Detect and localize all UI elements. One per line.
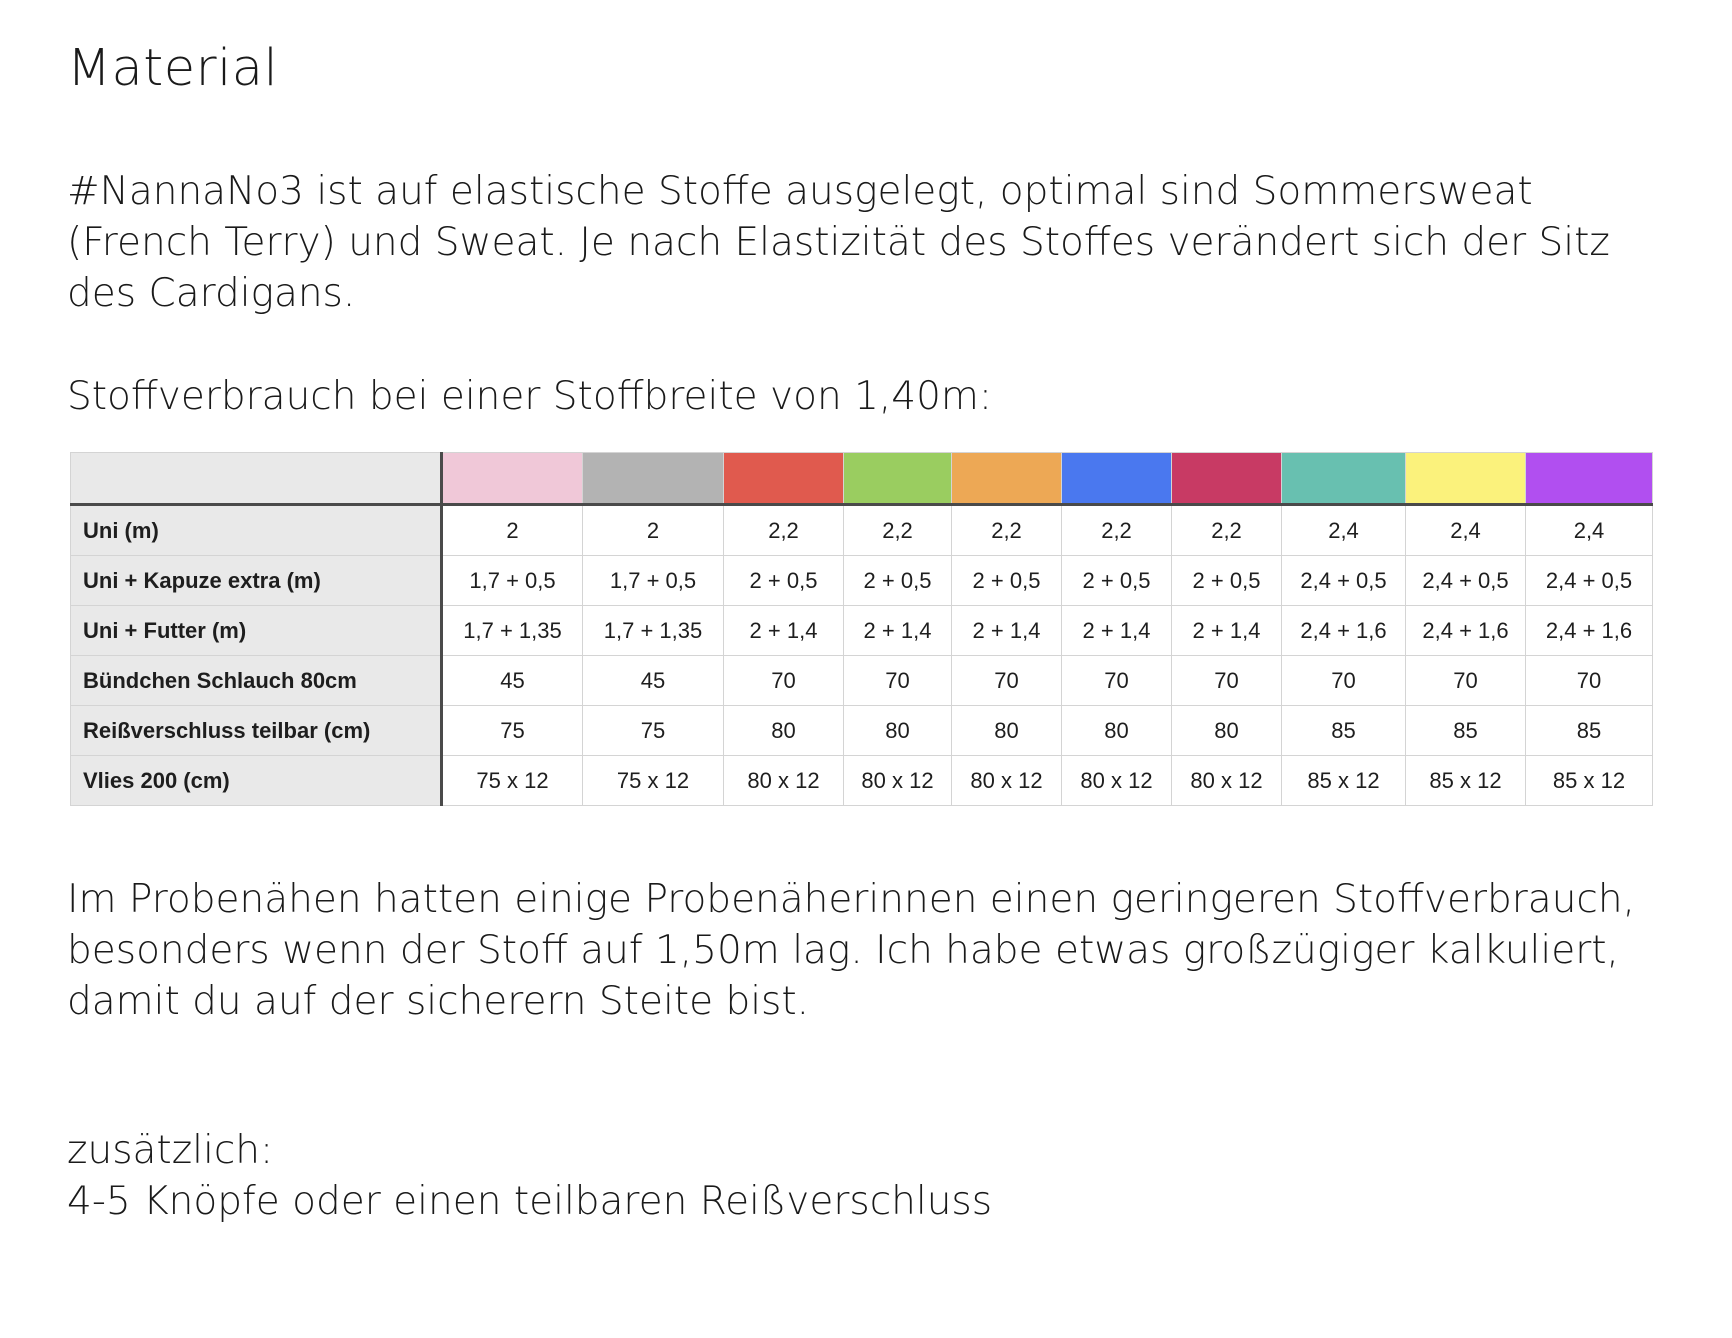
- intro-line-3: des Cardigans.: [67, 271, 356, 316]
- size-color-swatch: [1172, 453, 1282, 505]
- table-cell: 2,4 + 0,5: [1282, 556, 1406, 606]
- table-cell: 80 x 12: [1062, 756, 1172, 806]
- table-cell: 45: [583, 656, 724, 706]
- table-cell: 1,7 + 1,35: [583, 606, 724, 656]
- table-cell: 70: [724, 656, 844, 706]
- table-cell: 75: [442, 706, 583, 756]
- table-cell: 2 + 1,4: [1172, 606, 1282, 656]
- intro-line-1: #NannaNo3 ist auf elastische Stoffe ausgelegt, optimal sind Sommersweat: [67, 169, 1533, 214]
- tester-note-paragraph: [67, 874, 1687, 1027]
- table-cell: 80 x 12: [724, 756, 844, 806]
- table-cell: 2,4 + 0,5: [1526, 556, 1653, 606]
- table-cell: 2 + 0,5: [1172, 556, 1282, 606]
- table-cell: 80: [724, 706, 844, 756]
- table-cell: 85 x 12: [1406, 756, 1526, 806]
- size-color-swatch: [442, 453, 583, 505]
- table-cell: 2 + 0,5: [724, 556, 844, 606]
- row-label: Vlies 200 (cm): [71, 756, 442, 806]
- table-cell: 2,2: [844, 505, 952, 556]
- table-cell: 2,4 + 1,6: [1282, 606, 1406, 656]
- table-cell: 70: [1172, 656, 1282, 706]
- table-cell: 2 + 1,4: [844, 606, 952, 656]
- table-cell: 85 x 12: [1282, 756, 1406, 806]
- size-color-swatch: [1526, 453, 1653, 505]
- table-cell: 2,4 + 0,5: [1406, 556, 1526, 606]
- table-cell: 2,4: [1282, 505, 1406, 556]
- table-cell: 1,7 + 0,5: [442, 556, 583, 606]
- table-row: [71, 756, 1653, 806]
- fabric-usage-heading: Stoffverbrauch bei einer Stoffbreite von 1,40m:: [67, 374, 993, 419]
- additional-heading: zusätzlich:: [67, 1128, 274, 1173]
- row-label: Uni + Kapuze extra (m): [71, 556, 442, 606]
- intro-paragraph: [67, 166, 1687, 319]
- table-row: [71, 656, 1653, 706]
- table-cell: 2,4 + 1,6: [1526, 606, 1653, 656]
- fabric-usage-table: [70, 452, 1653, 806]
- table-cell: 2,4: [1526, 505, 1653, 556]
- note-line-3: damit du auf der sicherern Steite bist.: [67, 979, 810, 1024]
- table-cell: 1,7 + 1,35: [442, 606, 583, 656]
- table-cell: 2 + 1,4: [1062, 606, 1172, 656]
- table-cell: 2,2: [1172, 505, 1282, 556]
- row-label: Uni + Futter (m): [71, 606, 442, 656]
- table-cell: 80 x 12: [952, 756, 1062, 806]
- table-cell: 70: [1526, 656, 1653, 706]
- table-cell: 2,2: [724, 505, 844, 556]
- table-row: [71, 556, 1653, 606]
- size-color-swatch: [583, 453, 724, 505]
- table-cell: 2,4: [1406, 505, 1526, 556]
- table-cell: 80: [952, 706, 1062, 756]
- fabric-usage-table-wrapper: [70, 452, 1652, 802]
- size-color-swatch: [724, 453, 844, 505]
- table-corner-cell: [71, 453, 442, 505]
- note-line-1: Im Probenähen hatten einige Probenäherinnen einen geringeren Stoffverbrauch,: [67, 877, 1635, 922]
- size-color-swatch: [1406, 453, 1526, 505]
- table-cell: 70: [1062, 656, 1172, 706]
- size-color-swatch: [952, 453, 1062, 505]
- size-color-swatch: [1282, 453, 1406, 505]
- table-cell: 2: [442, 505, 583, 556]
- table-cell: 2,2: [1062, 505, 1172, 556]
- table-cell: 2 + 1,4: [952, 606, 1062, 656]
- table-cell: 2 + 1,4: [724, 606, 844, 656]
- table-cell: 85: [1406, 706, 1526, 756]
- size-color-swatch: [844, 453, 952, 505]
- table-cell: 85 x 12: [1526, 756, 1653, 806]
- table-cell: 80 x 12: [1172, 756, 1282, 806]
- size-color-swatch: [1062, 453, 1172, 505]
- table-cell: 70: [952, 656, 1062, 706]
- table-cell: 70: [844, 656, 952, 706]
- table-cell: 45: [442, 656, 583, 706]
- table-cell: 80: [1062, 706, 1172, 756]
- table-cell: 85: [1282, 706, 1406, 756]
- table-cell: 2 + 0,5: [844, 556, 952, 606]
- table-cell: 75 x 12: [442, 756, 583, 806]
- row-label: Uni (m): [71, 505, 442, 556]
- table-cell: 2,4 + 1,6: [1406, 606, 1526, 656]
- table-cell: 1,7 + 0,5: [583, 556, 724, 606]
- intro-line-2: (French Terry) und Sweat. Je nach Elastizität des Stoffes verändert sich der Sitz: [67, 220, 1610, 265]
- table-row: [71, 606, 1653, 656]
- table-cell: 2,2: [952, 505, 1062, 556]
- note-line-2: besonders wenn der Stoff auf 1,50m lag. Ich habe etwas großzügiger kalkuliert,: [67, 928, 1619, 973]
- table-cell: 70: [1282, 656, 1406, 706]
- row-label: Reißverschluss teilbar (cm): [71, 706, 442, 756]
- additional-materials: [67, 1125, 1687, 1227]
- table-cell: 75: [583, 706, 724, 756]
- table-cell: 2: [583, 505, 724, 556]
- row-label: Bündchen Schlauch 80cm: [71, 656, 442, 706]
- table-cell: 80: [844, 706, 952, 756]
- table-cell: 2 + 0,5: [952, 556, 1062, 606]
- fabric-usage-table-body: [71, 453, 1653, 806]
- table-cell: 70: [1406, 656, 1526, 706]
- table-cell: 85: [1526, 706, 1653, 756]
- table-cell: 75 x 12: [583, 756, 724, 806]
- table-row: [71, 706, 1653, 756]
- size-color-row: [71, 453, 1653, 505]
- page-title: Material: [67, 39, 279, 98]
- table-cell: 80 x 12: [844, 756, 952, 806]
- table-cell: 2 + 0,5: [1062, 556, 1172, 606]
- additional-item: 4-5 Knöpfe oder einen teilbaren Reißverschluss: [67, 1179, 993, 1224]
- table-cell: 80: [1172, 706, 1282, 756]
- table-row: [71, 505, 1653, 556]
